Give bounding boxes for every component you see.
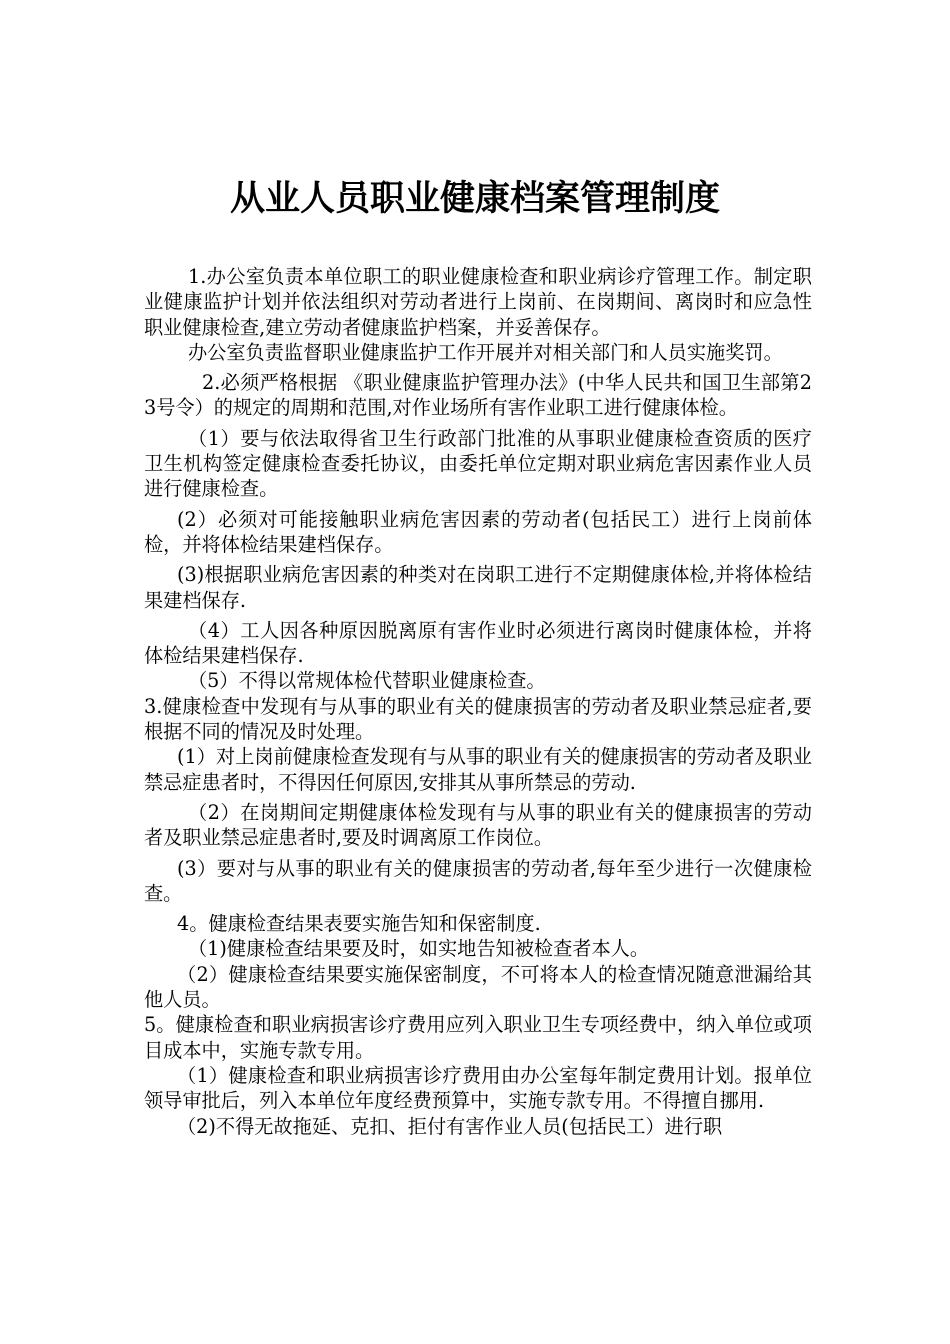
paragraph-11: （2）在岗期间定期健康体检发现有与从事的职业有关的健康损害的劳动者及职业禁忌症患者时,要及时调离原工作岗位。 bbox=[144, 800, 812, 850]
paragraph-7: （4）工人因各种原因脱离原有害作业时必须进行离岗时健康体检，并将体检结果建档保存. bbox=[144, 618, 812, 668]
paragraph-2: 办公室负责监督职业健康监护工作开展并对相关部门和人员实施奖罚。 bbox=[188, 340, 783, 364]
paragraph-1: 1.办公室负责本单位职工的职业健康检查和职业病诊疗管理工作。制定职业健康监护计划并依法组织对劳动者进行上岗前、在岗期间、离岗时和应急性职业健康检查,建立劳动者健康监护档案，并妥善保存。 bbox=[144, 265, 812, 339]
document-title: 从业人员职业健康档案管理制度 bbox=[229, 179, 720, 219]
paragraph-16: 5。健康检查和职业病损害诊疗费用应列入职业卫生专项经费中，纳入单位或项目成本中，实施专款专用。 bbox=[144, 1013, 812, 1062]
paragraph-5: (2）必须对可能接触职业病危害因素的劳动者(包括民工）进行上岗前体检，并将体检结果建档保存。 bbox=[144, 507, 812, 556]
paragraph-3: 2.必须严格根据 《职业健康监护管理办法》(中华人民共和国卫生部第23号令）的规定的周期和范围,对作业场所有害作业职工进行健康体检。 bbox=[144, 371, 812, 420]
paragraph-6: (3)根据职业病危害因素的种类对在岗职工进行不定期健康体检,并将体检结果建档保存. bbox=[144, 563, 812, 612]
paragraph-4: （1）要与依法取得省卫生行政部门批准的从事职业健康检查资质的医疗卫生机构签定健康检查委托协议，由委托单位定期对职业病危害因素作业人员进行健康检查。 bbox=[144, 426, 812, 501]
paragraph-18: （2)不得无故拖延、克扣、拒付有害作业人员(包括民工）进行职 bbox=[177, 1114, 723, 1138]
paragraph-14: （1)健康检查结果要及时，如实地告知被检查者本人。 bbox=[188, 937, 650, 961]
paragraph-17: （1）健康检查和职业病损害诊疗费用由办公室每年制定费用计划。报单位领导审批后，列入本单位年度经费预算中，实施专款专用。不得擅自挪用. bbox=[144, 1063, 812, 1113]
paragraph-9: 3.健康检查中发现有与从事的职业有关的健康损害的劳动者及职业禁忌症者,要根据不同的情况及时处理。 bbox=[144, 694, 812, 744]
paragraph-12: (3）要对与从事的职业有关的健康损害的劳动者,每年至少进行一次健康检查。 bbox=[144, 856, 812, 905]
paragraph-15: （2）健康检查结果要实施保密制度，不可将本人的检查情况随意泄漏给其他人员。 bbox=[144, 962, 812, 1012]
paragraph-8: （5）不得以常规体检代替职业健康检查。 bbox=[188, 669, 546, 693]
paragraph-10: (1）对上岗前健康检查发现有与从事的职业有关的健康损害的劳动者及职业禁忌症患者时，不得因任何原因,安排其从事所禁忌的劳动. bbox=[144, 745, 812, 794]
document-body bbox=[144, 264, 812, 1139]
paragraph-13: 4。健康检查结果表要实施告知和保密制度. bbox=[177, 912, 541, 936]
